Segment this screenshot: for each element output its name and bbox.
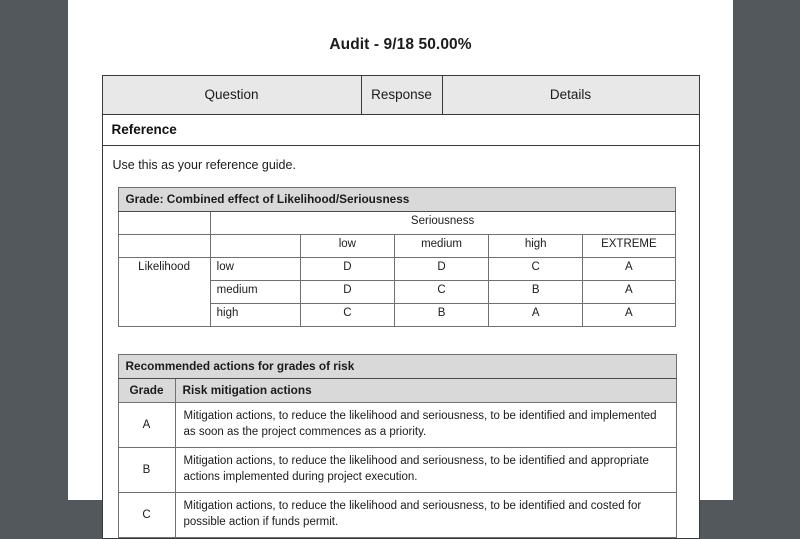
column-header-details[interactable]: Details bbox=[442, 76, 699, 115]
grade-matrix-column-levels-row bbox=[118, 235, 675, 258]
grade-matrix-blank-a bbox=[118, 235, 210, 258]
grade-cell-low-high: C bbox=[489, 258, 583, 281]
grade-cell-high-low: C bbox=[300, 304, 394, 327]
grade-cell-high-high: A bbox=[489, 304, 583, 327]
actions-header-row bbox=[118, 379, 676, 403]
section-header-row bbox=[102, 115, 699, 146]
page-title: Audit - 9/18 50.00% bbox=[329, 36, 472, 53]
grade-cell-medium-high: B bbox=[489, 281, 583, 304]
reference-intro-text: Use this as your reference guide. bbox=[112, 158, 296, 172]
grade-matrix-caption-row bbox=[118, 188, 675, 212]
audit-table bbox=[102, 75, 700, 539]
grade-matrix-axis-row bbox=[118, 212, 675, 235]
seriousness-level-low: low bbox=[300, 235, 394, 258]
audit-table-header-row bbox=[102, 76, 699, 115]
grade-cell-low-low: D bbox=[300, 258, 394, 281]
likelihood-level-high: high bbox=[210, 304, 300, 327]
grade-matrix-corner-cell bbox=[118, 212, 210, 235]
left-gutter bbox=[0, 478, 68, 500]
grade-cell-low-medium: D bbox=[394, 258, 488, 281]
actions-row-c bbox=[118, 493, 676, 538]
section-header-reference: Reference bbox=[102, 115, 699, 146]
seriousness-level-high: high bbox=[489, 235, 583, 258]
actions-text-a: Mitigation actions, to reduce the likelihood and seriousness, to be identified and implemented as soon as the project commences as a priority. bbox=[175, 403, 676, 448]
actions-grade-c: C bbox=[118, 493, 175, 538]
recommended-actions-table bbox=[118, 354, 677, 538]
grade-matrix-column-axis-label: Seriousness bbox=[210, 212, 675, 235]
seriousness-level-medium: medium bbox=[394, 235, 488, 258]
document-page bbox=[68, 0, 733, 528]
right-gutter bbox=[733, 478, 800, 500]
grade-matrix-row-low bbox=[118, 258, 675, 281]
actions-caption: Recommended actions for grades of risk bbox=[118, 355, 676, 379]
actions-text-b: Mitigation actions, to reduce the likelihood and seriousness, to be identified and appropriate actions implemented during project execution. bbox=[175, 448, 676, 493]
actions-text-c: Mitigation actions, to reduce the likelihood and seriousness, to be identified and costed for possible action if funds permit. bbox=[175, 493, 676, 538]
grade-matrix-blank-b bbox=[210, 235, 300, 258]
actions-row-b bbox=[118, 448, 676, 493]
actions-row-a bbox=[118, 403, 676, 448]
grade-matrix-row-axis-label: Likelihood bbox=[118, 258, 210, 327]
column-header-question[interactable]: Question bbox=[102, 76, 361, 115]
grade-cell-medium-medium: C bbox=[394, 281, 488, 304]
likelihood-level-medium: medium bbox=[210, 281, 300, 304]
reference-body-cell bbox=[102, 146, 699, 539]
grade-matrix-table bbox=[118, 187, 676, 327]
actions-grade-a: A bbox=[118, 403, 175, 448]
actions-header-risk-mitigation: Risk mitigation actions bbox=[175, 379, 676, 403]
likelihood-level-low: low bbox=[210, 258, 300, 281]
grade-cell-medium-low: D bbox=[300, 281, 394, 304]
grade-cell-high-medium: B bbox=[394, 304, 488, 327]
actions-caption-row bbox=[118, 355, 676, 379]
grade-cell-medium-extreme: A bbox=[583, 281, 675, 304]
actions-grade-b: B bbox=[118, 448, 175, 493]
reference-body-row bbox=[102, 146, 699, 539]
grade-cell-high-extreme: A bbox=[583, 304, 675, 327]
grade-cell-low-extreme: A bbox=[583, 258, 675, 281]
column-header-response[interactable]: Response bbox=[361, 76, 442, 115]
seriousness-level-extreme: EXTREME bbox=[583, 235, 675, 258]
grade-matrix-caption: Grade: Combined effect of Likelihood/Seriousness bbox=[118, 188, 675, 212]
actions-header-grade: Grade bbox=[118, 379, 175, 403]
reference-body-inner bbox=[103, 146, 699, 538]
